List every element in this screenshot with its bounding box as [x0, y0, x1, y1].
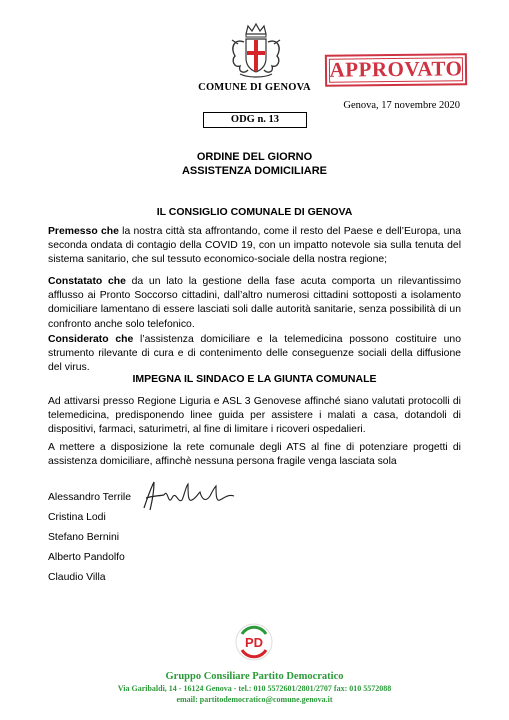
finding-lead: Constatato che: [48, 276, 126, 287]
premise-paragraph: [48, 225, 461, 268]
stamp-inner-border: [329, 57, 463, 82]
signer-name: Cristina Lodi: [48, 512, 106, 523]
document-subtitle: ASSISTENZA DOMICILIARE: [181, 165, 328, 177]
document-date: Genova, 17 novembre 2020: [343, 100, 460, 111]
genova-crest-icon: [226, 22, 286, 80]
consideration-lead: Considerato che: [48, 334, 134, 345]
council-heading: IL CONSIGLIO COMUNALE DI GENOVA: [156, 206, 353, 218]
consideration-paragraph: [48, 333, 461, 376]
handwritten-signature: [138, 478, 238, 514]
footer-email: email: partitodemocratico@comune.genova.it: [176, 695, 333, 704]
commitment-heading: IMPEGNA IL SINDACO E LA GIUNTA COMUNALE: [132, 373, 377, 385]
commitment-paragraph-1: Ad attivarsi presso Regione Liguria e ASL 3 Genovese affinché siano valutati protocolli di telemedicina, predisponendo linee guida per assistere i malati a casa, dotandoli di dispositivi, farmaci, saturimetri, al fine di limitare i ricoveri ospedalieri.: [48, 396, 461, 436]
finding-text: da un lato la gestione della fase acuta comporta un rilevantissimo afflusso ai Pronto Soccorso cittadini, dall’altro numerosi cittadini sottoposti a isolamento domiciliare lamentano di essere lasciati soli dalle autorità sanitarie, senza possibilità di un confronto anche solo telefonico.: [48, 276, 461, 330]
document-title: ORDINE DEL GIORNO: [196, 151, 313, 163]
consideration-text: l’assistenza domiciliare e la telemedicina possono costituire uno strumento rilevante di cura e di contenimento delle conseguenze sociali della diffusione del virus.: [48, 334, 461, 374]
premise-text: la nostra città sta affrontando, come il resto del Paese e dell’Europa, una seconda ondata di contagio della COVID 19, con un impatto notevole sia sulla tenuta del sistema sanitario, che sul tessuto economico-sociale della nostra regione;: [48, 226, 461, 266]
footer-group-name: Gruppo Consiliare Partito Democratico: [165, 671, 344, 682]
odg-number-box: ODG n. 13: [203, 112, 307, 128]
footer-address: Via Garibaldi, 14 - 16124 Genova - tel.: 010 5572601/2801/2707 fax: 010 5572088: [117, 684, 392, 693]
pd-logo-text: PD: [244, 635, 264, 650]
finding-paragraph: [48, 275, 461, 332]
premise-lead: Premesso che: [48, 226, 119, 237]
pd-party-logo-icon: [234, 622, 274, 662]
approved-stamp: [325, 53, 467, 86]
signer-name: Alessandro Terrile: [48, 492, 131, 503]
commitment-paragraph-2: A mettere a disposizione la rete comunale degli ATS al fine di potenziare progetti di assistenza domiciliare, affinchè nessuna persona fragile venga lasciata sola: [48, 442, 461, 468]
stamp-text: APPROVATO: [329, 56, 463, 82]
signer-name: Alberto Pandolfo: [48, 552, 125, 563]
comune-label: COMUNE DI GENOVA: [198, 82, 311, 93]
signer-name: Stefano Bernini: [48, 532, 120, 543]
signer-name: Claudio Villa: [48, 572, 106, 583]
